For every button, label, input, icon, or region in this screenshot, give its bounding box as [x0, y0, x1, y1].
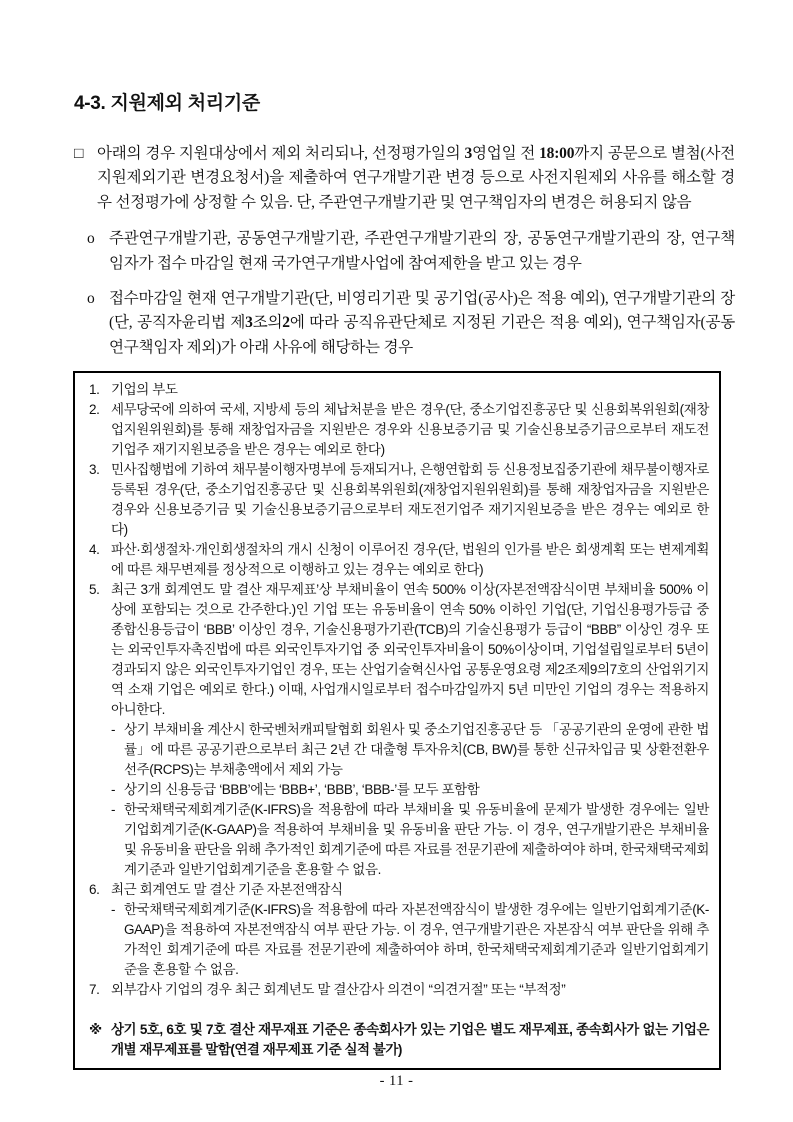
rule-number: 7. [89, 982, 100, 998]
rule-text: 세무당국에 의하여 국세, 지방세 등의 체납처분을 받은 경우(단, 중소기업진흥공단 및 신용회복위원회(재창업지원위원회)를 통해 재창업자금을 지원받은 경우와 신용보증기금 및 기술신용보증기금으로부터 재도전기업주 재기지원보증을 받은 경우는 예외로 한다) [111, 402, 709, 458]
rule-text: 외부감사 기업의 경우 최근 회계년도 말 결산감사 의견이 “의견거절” 또는 “부적정” [111, 982, 566, 998]
rule-sub-text: 상기 부채비율 계산시 한국벤처캐피탈협회 회원사 및 중소기업진흥공단 등 「공공기관의 운영에 관한 법률」에 따른 공공기관으로부터 최근 2년 간 대출형 투자유치(CB, BW)를 통한 신규차입금 및 상환전환우선주(RCPS)는 부채총액에서 제외 가능 [124, 722, 709, 778]
page-number: - 11 - [379, 1073, 414, 1089]
circle-bullet-icon: o [87, 230, 95, 248]
bullet-text: 주관연구개발기관, 공동연구개발기관, 주관연구개발기관의 장, 공동연구개발기관의 장, 연구책임자가 접수 마감일 현재 국가연구개발사업에 참여제한을 받고 있는 경우 [109, 230, 735, 272]
bullet-text: 에 따라 공직유관단체로 지정된 기관은 적용 예외), 연구책임자(공동연구책임자 제외)가 아래 사유에 해당하는 경우 [109, 314, 736, 356]
exclusion-criteria-box [73, 371, 721, 1070]
rule-sub-text: 한국채택국제회계기준(K-IFRS)을 적용함에 따라 자본전액잠식이 발생한 경우에는 일반기업회계기준(K-GAAP)을 적용하여 자본전액잠식 여부 판단 가능. 이 경우, 연구개발기관은 자본잠식 여부 판단을 위해 추가적인 회계기준에 따른 자료를 전문기관에 제출하여야 하며, 한국채택국제회계기준과 일반기업회계기준을 혼용할 수 없음. [124, 902, 709, 978]
rule-number: 6. [89, 882, 100, 898]
rule-number: 1. [89, 382, 100, 398]
dash-bullet-icon: - [111, 782, 116, 798]
rule-item-5 [89, 580, 709, 720]
bullet-bold-clause: 2 [282, 314, 290, 332]
bullet-text: 접수마감일 현재 연구개발기관(단, 비영리기관 및 공기업(공사)은 적용 예외), 연구개발기관의 장(단, 공직자윤리법 제 [109, 290, 735, 332]
rule-item-4 [89, 540, 709, 580]
rule-number: 5. [89, 582, 100, 598]
intro-text: 영업일 전 [472, 145, 540, 162]
intro-paragraph [74, 142, 735, 215]
dash-bullet-icon: - [111, 902, 116, 918]
rule-text: 기업의 부도 [111, 382, 178, 398]
rule-number: 3. [89, 462, 100, 478]
note-text: 상기 5호, 6호 및 7호 결산 재무재표 기준은 종속회사가 있는 기업은 별도 재무제표, 종속회사가 없는 기업은 개별 재무제표를 말함(연결 재무제표 기준 실적 불가) [111, 1022, 709, 1058]
rule-subitem-kifrs-ratio [111, 800, 709, 880]
rule-item-2 [89, 400, 709, 460]
rule-item-3 [89, 460, 709, 540]
dash-bullet-icon: - [111, 802, 116, 818]
square-bullet-icon: □ [74, 145, 84, 162]
bullet-item-participation-limit [74, 227, 735, 276]
intro-bold-days: 3 [464, 145, 473, 162]
rule-text: 민사집행법에 기하여 채무불이행자명부에 등재되거나, 은행연합회 등 신용정보집중기관에 채무불이행자로 등록된 경우(단, 중소기업진흥공단 및 신용회복위원회(재창업지원위원회)를 통해 재창업자금을 지원받은 경우와 신용보증기금 및 기술신용보증기금으로부터 재도전기업주 재기지원보증을 받은 경우는 예외로 한다) [111, 462, 709, 538]
section-title: 4-3. 지원제외 처리기준 [74, 93, 260, 114]
rule-subitem-kifrs-impairment [111, 900, 709, 980]
dash-bullet-icon: - [111, 722, 116, 738]
rule-subitem-debt-ratio [111, 720, 709, 780]
bullet-bold-article: 3 [245, 314, 253, 332]
rule-subitem-bbb-grades [111, 780, 709, 800]
rule-number: 4. [89, 542, 100, 558]
circle-bullet-icon: o [87, 290, 95, 308]
note-paragraph [89, 1020, 709, 1060]
rule-text: 파산·회생절차·개인회생절차의 개시 신청이 이루어진 경우(단, 법원의 인가를 받은 회생계획 또는 변제계획에 따른 채무변제를 정상적으로 이행하고 있는 경우는 예외로 한다) [111, 542, 709, 578]
bullet-item-exclusion-reasons [74, 287, 735, 360]
rule-text: 최근 회계연도 말 결산 기준 자본전액잠식 [111, 882, 343, 898]
reference-mark-icon: ※ [89, 1022, 102, 1038]
intro-text: 까지 공문으로 별첨(사전지원제외기관 변경요청서)을 제출하여 연구개발기관 변경 등으로 사전지원제외 사유를 해소할 경우 선정평가에 상정할 수 있음. 단, 주관연구개발기관 및 연구책임자의 변경은 허용되지 않음 [97, 145, 735, 211]
rule-item-1 [89, 380, 709, 400]
rule-text: 최근 3개 회계연도 말 결산 재무제표’상 부채비율이 연속 500% 이상(자본전액잠식이면 부채비율 500% 이상에 포함되는 것으로 간주한다.)인 기업 또는 유동비율이 연속 50% 이하인 기업(단, 기업신용평가등급 중 종합신용등급이 ‘BBB’ 이상인 경우, 기술신용평가기관(TCB)의 기술신용평가 등급이 “BBB” 이상인 경우 또는 외국인투자촉진법에 따른 외국인투자기업 중 외국인투자비율이 50%이상이며, 기업설립일로부터 5년이 경과되지 않은 외국인투자기업인 경우, 또는 산업기술혁신사업 공통운영요령 제2조제9의7호의 산업위기지역 소재 기업은 예외로 한다.) 이때, 사업개시일로부터 접수마감일까지 5년 미만인 기업의 경우는 적용하지 아니한다. [111, 582, 709, 718]
intro-bold-time: 18:00 [539, 145, 575, 162]
rule-number: 2. [89, 402, 100, 418]
rule-sub-text: 한국채택국제회계기준(K-IFRS)을 적용함에 따라 부채비율 및 유동비율에 문제가 발생한 경우에는 일반기업회계기준(K-GAAP)을 적용하여 부채비율 및 유동비율 판단 가능. 이 경우, 연구개발기관은 부채비율 및 유동비율 판단을 위해 추가적인 회계기준에 따른 자료를 전문기관에 제출하여야 하며, 한국채택국제회계기준과 일반기업회계기준을 혼용할 수 없음. [124, 802, 709, 878]
bullet-text: 조의 [252, 314, 283, 332]
intro-text: 아래의 경우 지원대상에서 제외 처리되나, 선정평가일의 [97, 145, 465, 162]
rule-sub-text: 상기의 신용등급 ‘BBB’에는 ‘BBB+’, ‘BBB’, ‘BBB-’를 모두 포함함 [124, 782, 480, 798]
rule-item-7 [89, 980, 709, 1000]
rule-item-6 [89, 880, 709, 900]
